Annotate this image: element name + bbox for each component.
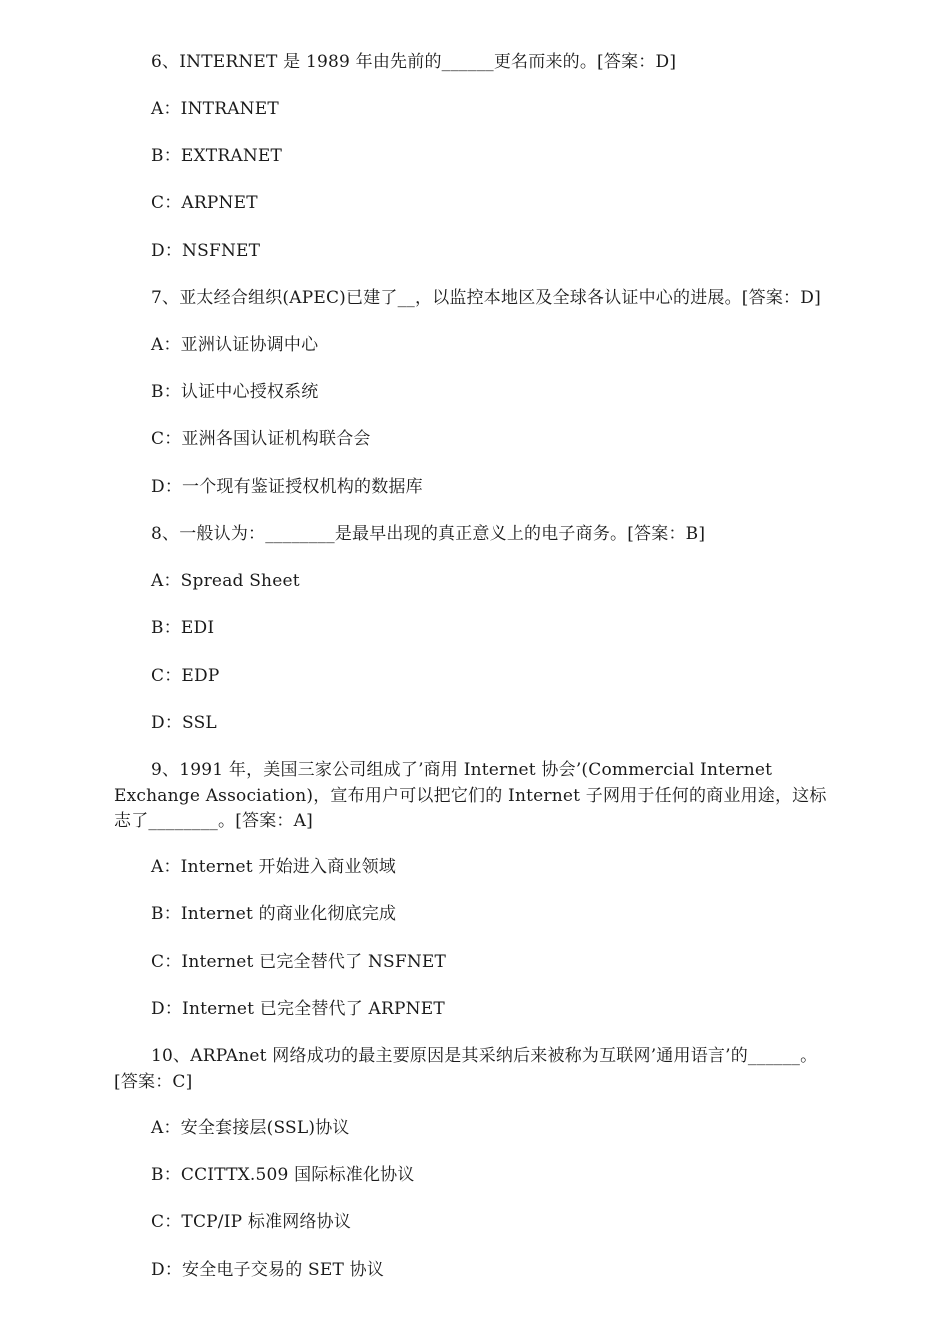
question-7-option-c: C：亚洲各国认证机构联合会: [151, 429, 371, 449]
question-10-text-line-2: [答案：C]: [114, 1072, 193, 1092]
question-10-option-a: A：安全套接层(SSL)协议: [151, 1118, 350, 1138]
question-9-option-a: A：Internet 开始进入商业领域: [151, 857, 397, 877]
question-9-text-line-3: 志了________。[答案：A]: [114, 811, 313, 831]
question-7-option-d: D：一个现有鉴证授权机构的数据库: [151, 477, 423, 497]
question-9-text-line-1: 9、1991 年，美国三家公司组成了’商用 Internet 协会’(Commercial Internet: [151, 760, 773, 780]
question-8-option-a: A：Spread Sheet: [151, 571, 300, 591]
question-9-option-b: B：Internet 的商业化彻底完成: [151, 904, 397, 924]
question-7-option-a: A：亚洲认证协调中心: [151, 335, 319, 355]
question-9-text-line-2: Exchange Association)，宣布用户可以把它们的 Internet 子网用于任何的商业用途，这标: [114, 786, 827, 806]
question-6-option-d: D：NSFNET: [151, 241, 261, 261]
question-6-option-a: A：INTRANET: [151, 99, 279, 119]
question-8-option-d: D：SSL: [151, 713, 217, 733]
question-10-text-line-1: 10、ARPAnet 网络成功的最主要原因是其采纳后来被称为互联网’通用语言’的______。: [151, 1046, 818, 1066]
question-8-option-b: B：EDI: [151, 618, 215, 638]
question-8-text: 8、一般认为：________是最早出现的真正意义上的电子商务。[答案：B]: [151, 524, 706, 544]
question-9-option-c: C：Internet 已完全替代了 NSFNET: [151, 952, 447, 972]
question-10-option-b: B：CCITTX.509 国际标准化协议: [151, 1165, 415, 1185]
question-10-option-c: C：TCP/IP 标准网络协议: [151, 1212, 352, 1232]
question-7-option-b: B：认证中心授权系统: [151, 382, 319, 402]
question-10-option-d: D：安全电子交易的 SET 协议: [151, 1260, 385, 1280]
question-7-text: 7、亚太经合组织(APEC)已建了__，以监控本地区及全球各认证中心的进展。[答案：D]: [151, 288, 821, 308]
question-6-option-b: B：EXTRANET: [151, 146, 283, 166]
question-9-option-d: D：Internet 已完全替代了 ARPNET: [151, 999, 445, 1019]
question-6-option-c: C：ARPNET: [151, 193, 258, 213]
question-6-text: 6、INTERNET 是 1989 年由先前的______更名而来的。[答案：D]: [151, 52, 677, 72]
question-8-option-c: C：EDP: [151, 666, 220, 686]
